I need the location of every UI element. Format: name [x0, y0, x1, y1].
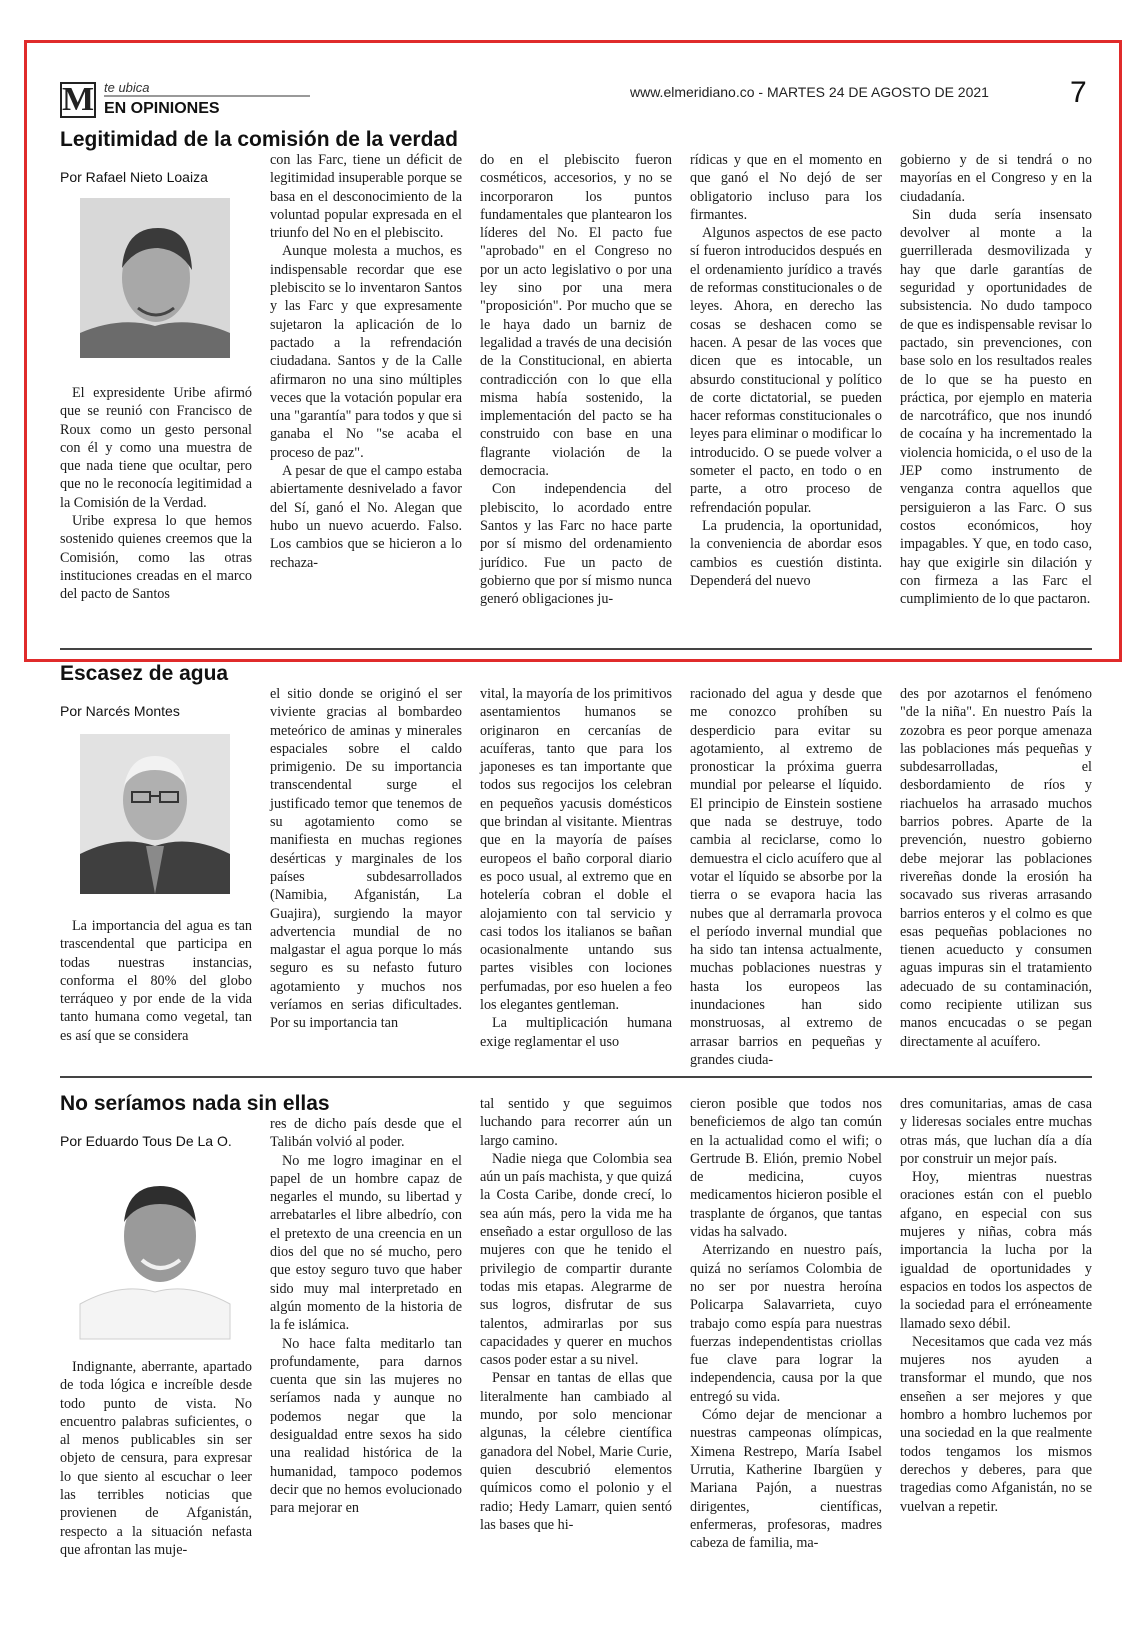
header-tagline: te ubica	[104, 80, 150, 95]
paragraph: Aunque molesta a muchos, es indispensable recordar que ese plebiscito se lo inventaron Santos y las Farc y que expresamente sujetaron la aplicación de lo pactado a la refrendación ciudadana. Santos y de la Calle afirmaron no una sino múltiples veces que la votación popular era una "garantía" para todos y que si ganaba el No "se acaba el proceso de paz".	[270, 243, 462, 461]
paragraph: Nadie niega que Colombia sea aún un país machista, y que quizá la Costa Caribe, donde crecí, lo sea aún más, pero la vida me ha enseñado a estar orgulloso de las mujeres con que he tenido el privilegio de compartir durante todas mis etapas. Alegrarme de sus logros, disfrutar de sus talentos, admirarlas por sus capacidades y querer en muchos casos poder estar a su nivel.	[480, 1150, 672, 1369]
paragraph: Hoy, mientras nuestras oraciones están con el pueblo afgano, en especial con sus mujeres y niñas, cobra más importancia la lucha por la igualdad de oportunidades y espacios en todos los aspectos de la sociedad para el erróneamente llamado sexo débil.	[900, 1169, 1092, 1332]
paragraph: res de dicho país desde que el Talibán volvió al poder.	[270, 1116, 462, 1151]
article-column-5	[900, 151, 1092, 618]
paragraph: Pensar en tantas de ellas que literalmente han cambiado al mundo, por solo mencionar algunas, la célebre científica ganadora del Nobel, Marie Curie, quien descubrió elementos químicos como el polonio y el radio; Hedy Lamarr, quien sentó las bases que hi-	[480, 1370, 672, 1533]
paragraph: do en el plebiscito fueron cosméticos, accesorios, y no se incorporaron los puntos fundamentales que plantearon los líderes del No. El pacto fue "aprobado" en el Congreso no por un acto legislativo o por una ley sino por una mera "proposición". Por mucho que se le haya dado un barniz de legalidad a través de una decisión de la Constitucional, en abierta contradicción con lo que ella misma había sostenido, la implementación del pacto se ha construido con base en una flagrante violación de la democracia.	[480, 152, 672, 480]
page-number: 7	[1070, 76, 1087, 109]
article-column-5	[900, 685, 1092, 1062]
header-rule	[104, 95, 310, 97]
paragraph: El expresidente Uribe afirmó que se reunió con Francisco de Roux como un gesto personal con él y como una muestra de que nada tiene que ocultar, pero que no le reconocía legitimidad a la Comisión de la Verdad.	[60, 385, 252, 511]
article-escasez-de-agua	[60, 662, 1092, 1068]
article-title: Legitimidad de la comisión de la verdad	[60, 128, 458, 151]
article-column-3	[480, 151, 672, 618]
paragraph: dres comunitarias, amas de casa y lideresas sociales entre muchas otras más, que luchan día a día por construir un mejor país.	[900, 1096, 1092, 1167]
paragraph: des por azotarnos el fenómeno "de la niña". En nuestro País la zozobra es peor porque amenaza las poblaciones más pequeñas y subdesarrolladas, el desbordamiento de ríos y riachuelos ha arrasado muchos barrios pobres. Aparte de la prevención, nuestro gobierno debe mejorar las poblaciones rivereñas donde la erosión ha socavado sus riveras arrasando barrios enteros y el colmo es que esas pequeñas poblaciones no tienen acueducto y consumen aguas impuras sin el tratamiento adecuado de su contaminación, como recipiente utilizan sus manos encucadas o se pegan directamente al acuífero.	[900, 686, 1092, 1050]
article-column-1	[60, 384, 252, 618]
paragraph: Aterrizando en nuestro país, quizá no seríamos Colombia de no ser por nuestra heroína Policarpa Salavarrieta, cuyo trabajo como espía para nuestras fuerzas independentistas criollas fue clave para lograr la independencia, causa por la que entregó su vida.	[690, 1242, 882, 1405]
paragraph: Uribe expresa lo que hemos sostenido quienes creemos que la Comisión, como las otras instituciones creadas en el marco del pacto de Santos	[60, 513, 252, 603]
section-title: EN OPINIONES	[104, 100, 220, 117]
paragraph: No hace falta meditarlo tan profundamente, para darnos cuenta que sin las mujeres no seríamos nada y aunque no podemos negar que la desigualdad entre sexos ha sido una realidad histórica de la humanidad, tampoco podemos decir que no hemos evolucionado para mejorar en	[270, 1335, 462, 1517]
author-photo	[80, 1164, 230, 1339]
article-title: Escasez de agua	[60, 662, 229, 685]
paragraph: Necesitamos que cada vez más mujeres nos ayuden a transformar el mundo, que nos enseñen a ser mejores y que hombro a hombro luchemos por una sociedad en la que realmente todos tengamos los mismos derechos y deberes, para que tragedias como Afganistán, no se vuelvan a repetir.	[900, 1333, 1092, 1515]
article-author: Por Eduardo Tous De La O.	[60, 1133, 232, 1149]
article-column-4	[690, 685, 882, 1068]
paragraph: racionado del agua y desde que me conozco prohíben su desperdicio para evitar su agotamiento, al extremo de pronosticar la próxima guerra mundial por pelearse el líquido. El principio de Einstein sostiene que nada se destruye, todo cambia al reciclarse, como lo demuestra el ciclo acuífero que al votar el líquido se absorbe por la tierra o se evapora hacia las nubes que al derramarla provoca el período invernal mundial que ha sido tan intensa actualmente, muchas poblaciones nuestras y hasta los europeos las inundaciones han sido monstruosas, al extremo de arrasar barrios en pequeñas y grandes ciuda-	[690, 686, 882, 1068]
paragraph: La prudencia, la oportunidad, la conveniencia de abordar esos cambios es cuestión distinta. Dependerá del nuevo	[690, 517, 882, 589]
paragraph: tal sentido y que seguimos luchando para recorrer aún un largo camino.	[480, 1096, 672, 1149]
paragraph: el sitio donde se originó el ser viviente gracias al bombardeo meteórico de aminas y minerales espaciales sobre el caldo primigenio. De su importancia transcendental surge el justificado temor que tenemos de su agotamiento como se manifiesta en muchas regiones desérticas y marginales de los países subdesarrollados (Namibia, Afganistán, La Guajira), surgiendo la mayor advertencia mundial de no malgastar el agua porque lo más seguro es su nefasto futuro agotamiento y muchos nos veríamos en serias dificultades. Por su importancia tan	[270, 686, 462, 1032]
article-column-5	[900, 1095, 1092, 1537]
logo-letter: M	[61, 81, 95, 118]
article-column-4	[690, 1095, 882, 1552]
paragraph: A pesar de que el campo estaba abiertamente desnivelado a favor del Sí, ganó el No. Alegan que hubo un nuevo acuerdo. Falso. Los cambios que se hicieron a lo rechaza-	[270, 463, 462, 571]
paragraph: vital, la mayoría de los primitivos asentamientos humanos se originaron en cercanías de acuíferas, tanto que para los japoneses es tan importante que todos sus regocijos los celebran en pequeños yacusis domésticos que brindan al visitante. Mientras que en la mayoría de países europeos el baño corporal diario es poco usual, al extremo que en hotelería cobran el doble el alojamiento con tal servicio y casi todos los italianos se bañan ocasionalmente untando sus partes visibles con lociones perfumadas, por eso huelen a feo los elegantes gentleman.	[480, 686, 672, 1014]
paragraph: Algunos aspectos de ese pacto sí fueron introducidos después en el ordenamiento jurídico a través de reformas constitucionales o de leyes. Ahora, en derecho las cosas se deshacen como se hacen. A pesar de las voces que dicen que es intocable, un absurdo constitucional y político de corte dictatorial, se pueden hacer reformas constitucionales o leyes para eliminar o modificar lo introducido. O se puede volver a someter el pacto, en todo o en parte, a otro proceso de refrendación popular.	[690, 225, 882, 516]
article-no-seriamos-nada-sin-ellas	[60, 1092, 1092, 1558]
article-divider	[60, 1076, 1092, 1078]
paragraph: Con independencia del plebiscito, lo acordado entre Santos y las Farc no hace parte por sí mismo del ordenamiento jurídico. Fue un pacto de gobierno que por sí mismo nunca generó obligaciones ju-	[480, 481, 672, 608]
paragraph: gobierno y de si tendrá o no mayorías en el Congreso y en la ciudadanía.	[900, 152, 1092, 205]
article-divider	[60, 648, 1092, 650]
paragraph: Cómo dejar de mencionar a nuestras campeonas olímpicas, Ximena Restrepo, María Isabel Urrutia, Katherine Ibargüen y Mariana Pajón, a nuestras dirigentes, científicas, enfermeras, profesoras, madres cabeza de familia, ma-	[690, 1407, 882, 1552]
article-column-4	[690, 151, 882, 618]
newspaper-logo	[60, 82, 96, 118]
paragraph: Sin duda sería insensato devolver al monte a la guerrillerada desmovilizada y hay que darle garantías de seguridad y oportunidades de subsistencia. No dudo tampoco de que es indispensable revisar lo pactado, sin prevenciones, con base solo en los resultados reales de lo que se ha puesto en práctica, por ejemplo en materia de narcotráfico, que nos inundó de cocaína y ha incrementado la violencia homicida, o el uso de la JEP como instrumento de venganza contra aquellos que persiguieron a las Farc. O sus costos económicos, hoy impagables. Y que, en todo caso, hay que exigirle sin dilación y con firmeza a las Farc el cumplimiento de lo que pactaron.	[900, 206, 1092, 608]
dateline: www.elmeridiano.co - MARTES 24 DE AGOSTO DE 2021	[630, 84, 989, 100]
paragraph: La importancia del agua es tan trascendental que participa en todas nuestras instancias, conforma el 80% del globo terráqueo y por ende de la vida tanto humana como vegetal, tan es así que se considera	[60, 918, 252, 1044]
paragraph: La multiplicación humana exige reglamentar el uso	[480, 1015, 672, 1050]
author-photo	[80, 198, 230, 358]
author-photo	[80, 734, 230, 894]
paragraph: rídicas y que en el momento en que ganó el No dejó de ser obligatorio incluso para los firmantes.	[690, 152, 882, 223]
paragraph: Indignante, aberrante, apartado de toda lógica e increíble desde todo punto de vista. No encuentro palabras suficientes, o al menos publicables sin ser objeto de censura, para expresar lo que siento al escuchar o leer las terribles noticias que provienen de Afganistán, respecto a la situación nefasta que afrontan las muje-	[60, 1359, 252, 1558]
article-author: Por Narcés Montes	[60, 703, 180, 719]
paragraph: cieron posible que todos nos beneficiemos de algo tan común en la actualidad como el wifi; o Gertrude B. Elión, premio Nobel de medicina, cuyos medicamentos hicieron posible el trasplante de órganos, que tantas vidas ha salvado.	[690, 1096, 882, 1241]
article-title: No seríamos nada sin ellas	[60, 1092, 330, 1115]
article-column-2	[270, 1115, 462, 1537]
article-author: Por Rafael Nieto Loaiza	[60, 169, 208, 185]
article-column-3	[480, 685, 672, 1062]
article-column-1	[60, 1358, 252, 1558]
article-column-1	[60, 917, 252, 1062]
article-column-2	[270, 685, 462, 1062]
paragraph: con las Farc, tiene un déficit de legitimidad insuperable porque se basa en el desconocimiento de la voluntad popular expresada en el triunfo del No en el plebiscito.	[270, 152, 462, 242]
article-column-2	[270, 151, 462, 618]
article-legitimidad	[60, 128, 1092, 618]
paragraph: No me logro imaginar en el papel de un hombre capaz de negarles el mundo, su libertad y arrebatarles el libre albedrío, con el pretexto de una creencia en un dios del que no sé mucho, pero que estoy seguro tuvo que haber sido muy mal interpretado en algún momento de la historia de la fe islámica.	[270, 1152, 462, 1334]
article-column-3	[480, 1095, 672, 1537]
